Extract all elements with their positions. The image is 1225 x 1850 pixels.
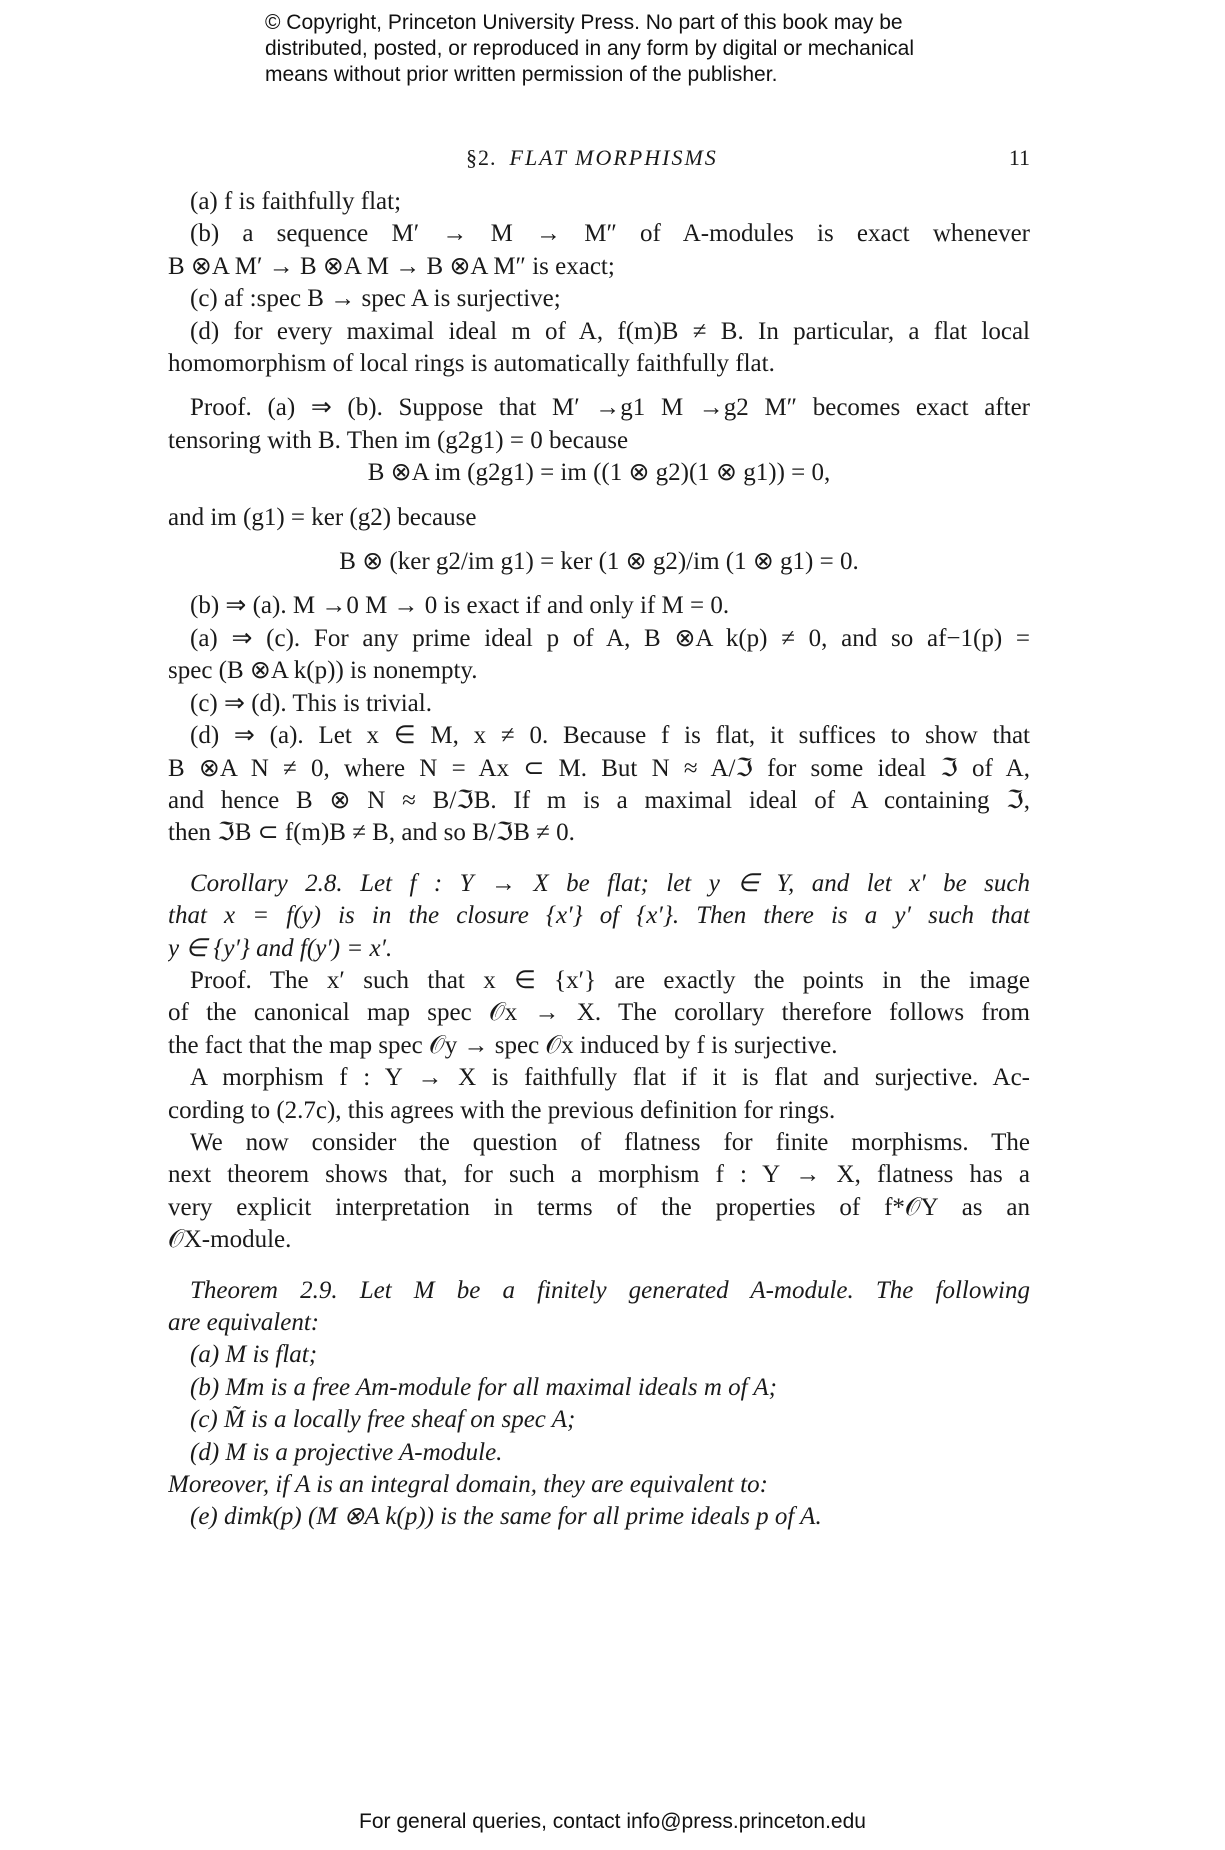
footer-contact: For general queries, contact info@press.princeton.edu bbox=[359, 1810, 866, 1833]
copyright-line: © Copyright, Princeton University Press. No part of this book may be bbox=[265, 11, 903, 34]
text-line: We now consider the question of flatness for finite morphisms. The bbox=[190, 1128, 1030, 1156]
text-line: (c) ⇒ (d). This is trivial. bbox=[190, 689, 432, 717]
theorem-item: (c) M̃ is a locally free sheaf on spec A; bbox=[190, 1406, 576, 1434]
copyright-line: distributed, posted, or reproduced in any form by digital or mechanical bbox=[265, 37, 915, 60]
text-line: spec (B ⊗A k(p)) is nonempty. bbox=[168, 657, 478, 685]
text-line: (a) f is faithfully flat; bbox=[190, 188, 402, 215]
theorem-line: Moreover, if A is an integral domain, they are equivalent to: bbox=[168, 1471, 768, 1499]
text-line: the fact that the map spec 𝒪y → spec 𝒪x induced by f is surjective. bbox=[168, 1031, 838, 1059]
corollary-line: Corollary 2.8. Let f : Y → X be flat; let y ∈ Y, and let x′ be such bbox=[190, 869, 1030, 897]
text-line: tensoring with B. Then im (g2g1) = 0 because bbox=[168, 426, 629, 454]
text-line: next theorem shows that, for such a morphism f : Y → X, flatness has a bbox=[168, 1161, 1030, 1189]
copyright-notice bbox=[265, 10, 1025, 88]
theorem-line: are equivalent: bbox=[168, 1309, 320, 1336]
corollary-line: that x = f(y) is in the closure {x′} of {x′}. Then there is a y′ such that bbox=[168, 902, 1030, 930]
corollary-line: y ∈ {y′} and f(y′) = x′. bbox=[168, 934, 393, 962]
text-line: (d) for every maximal ideal m of A, f(m)B ≠ B. In particular, a flat local bbox=[190, 317, 1030, 345]
text-line: (a) ⇒ (c). For any prime ideal p of A, B ⊗A k(p) ≠ 0, and so af−1(p) = bbox=[190, 624, 1030, 652]
copyright-line: means without prior written permission of the publisher. bbox=[265, 63, 778, 86]
display-equation: B ⊗A im (g2g1) = im ((1 ⊗ g2)(1 ⊗ g1)) = 0, bbox=[367, 459, 831, 487]
text-line: very explicit interpretation in terms of the properties of f*𝒪Y as an bbox=[168, 1193, 1030, 1221]
text-line: and hence B ⊗ N ≈ B/ℑB. If m is a maximal ideal of A containing ℑ, bbox=[168, 786, 1030, 814]
text-line: B ⊗A N ≠ 0, where N = Ax ⊂ M. But N ≈ A/ℑ for some ideal ℑ of A, bbox=[168, 754, 1030, 782]
theorem-item: (a) M is flat; bbox=[190, 1341, 318, 1369]
text-line: homomorphism of local rings is automatically faithfully flat. bbox=[168, 350, 775, 378]
proof-line: Proof. The x′ such that x ∈ {x′} are exactly the points in the image bbox=[190, 966, 1030, 994]
display-equation: B ⊗ (ker g2/im g1) = ker (1 ⊗ g2)/im (1 ⊗ g1) = 0. bbox=[339, 548, 859, 576]
text-line: A morphism f : Y → X is faithfully flat if it is flat and surjective. Ac- bbox=[190, 1064, 1030, 1092]
text-line: (d) ⇒ (a). Let x ∈ M, x ≠ 0. Because f is flat, it suffices to show that bbox=[190, 722, 1030, 750]
text-line: (b) a sequence M′ → M → M″ of A-modules is exact whenever bbox=[190, 220, 1030, 248]
text-line: and im (g1) = ker (g2) because bbox=[168, 503, 477, 531]
text-line: (b) ⇒ (a). M →0 M → 0 is exact if and only if M = 0. bbox=[190, 592, 730, 620]
theorem-item: (d) M is a projective A-module. bbox=[190, 1438, 503, 1466]
text-line: cording to (2.7c), this agrees with the previous definition for rings. bbox=[168, 1096, 836, 1124]
theorem-item: (b) Mm is a free Am-module for all maximal ideals m of A; bbox=[190, 1373, 777, 1401]
text-line: of the canonical map spec 𝒪x → X. The corollary therefore follows from bbox=[168, 999, 1030, 1027]
section-heading: §2. FLAT MORPHISMS bbox=[466, 145, 718, 170]
page-body bbox=[168, 186, 1030, 1534]
text-line: 𝒪X-module. bbox=[168, 1226, 292, 1254]
text-line: then ℑB ⊂ f(m)B ≠ B, and so B/ℑB ≠ 0. bbox=[168, 819, 575, 847]
proof-line: Proof. (a) ⇒ (b). Suppose that M′ →g1 M →g2 M″ becomes exact after bbox=[190, 394, 1030, 422]
page-number: 11 bbox=[1008, 145, 1030, 170]
theorem-line: Theorem 2.9. Let M be a finitely generated A-module. The following bbox=[190, 1276, 1030, 1304]
text-line: (c) af :spec B → spec A is surjective; bbox=[190, 285, 561, 313]
text-line: B ⊗A M′ → B ⊗A M → B ⊗A M″ is exact; bbox=[168, 252, 615, 280]
theorem-item: (e) dimk(p) (M ⊗A k(p)) is the same for all prime ideals p of A. bbox=[190, 1503, 822, 1531]
